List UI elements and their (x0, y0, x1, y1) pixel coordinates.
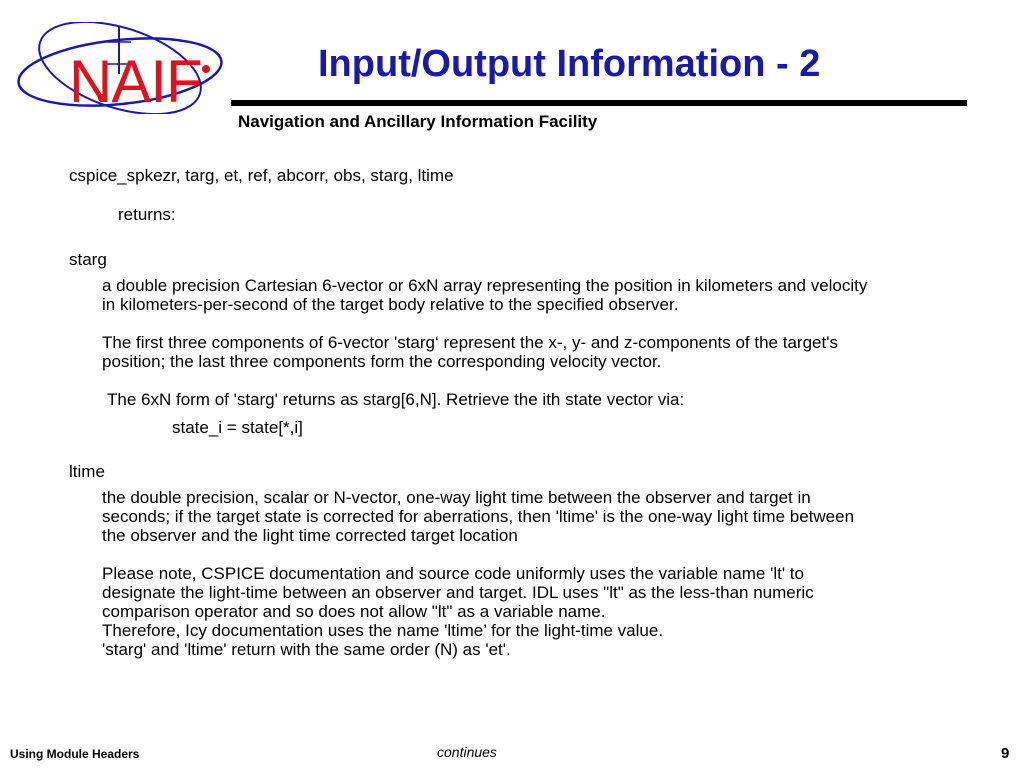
naif-logo (14, 22, 226, 114)
ltime-heading: ltime (69, 462, 105, 481)
text-line: The first three components of 6-vector 'starg‘ represent the x-, y- and z-components of the target's (102, 333, 838, 352)
text-line: position; the last three components form the corresponding velocity vector. (102, 352, 662, 371)
text-line: designate the light-time between an observer and target. IDL uses "lt" as the less-than numeric (102, 583, 814, 602)
text-line: seconds; if the target state is corrected for aberrations, then 'ltime' is the one-way light time between (102, 507, 855, 526)
text-line: 'starg' and 'ltime' return with the same order (N) as 'et'. (102, 640, 511, 659)
returns-label: returns: (118, 205, 176, 224)
text-line: a double precision Cartesian 6-vector or 6xN array representing the position in kilometers and velocity (102, 276, 868, 295)
starg-components-note (102, 333, 838, 371)
starg-description (102, 276, 867, 314)
text-line: Therefore, Icy documentation uses the name 'ltime’ for the light-time value. (102, 621, 664, 640)
logo-text: NAIF (69, 48, 202, 115)
function-signature: cspice_spkezr, targ, et, ref, abcorr, obs, starg, ltime (69, 166, 454, 185)
continues-label: continues (437, 744, 497, 760)
text-line: the double precision, scalar or N-vector, one-way light time between the observer and target in (102, 488, 811, 507)
starg-code-example: state_i = state[*,i] (172, 418, 303, 437)
ltime-description (102, 488, 854, 545)
text-line: the observer and the light time corrected target location (102, 526, 518, 545)
page-subtitle: Navigation and Ancillary Information Facility (238, 112, 598, 131)
starg-6xn-note: The 6xN form of 'starg' returns as starg[6,N]. Retrieve the ith state vector via: (107, 390, 685, 409)
ltime-note (102, 564, 814, 659)
text-line: in kilometers-per-second of the target body relative to the specified observer. (102, 295, 679, 314)
header-divider (231, 100, 967, 106)
text-line: Please note, CSPICE documentation and source code uniformly uses the variable name 'lt' to (102, 564, 804, 583)
footer-label: Using Module Headers (10, 747, 140, 761)
page-number: 9 (1001, 745, 1010, 762)
text-line: comparison operator and so does not allow "lt" as a variable name. (102, 602, 606, 621)
starg-heading: starg (69, 250, 107, 269)
page-title: Input/Output Information - 2 (318, 43, 821, 85)
